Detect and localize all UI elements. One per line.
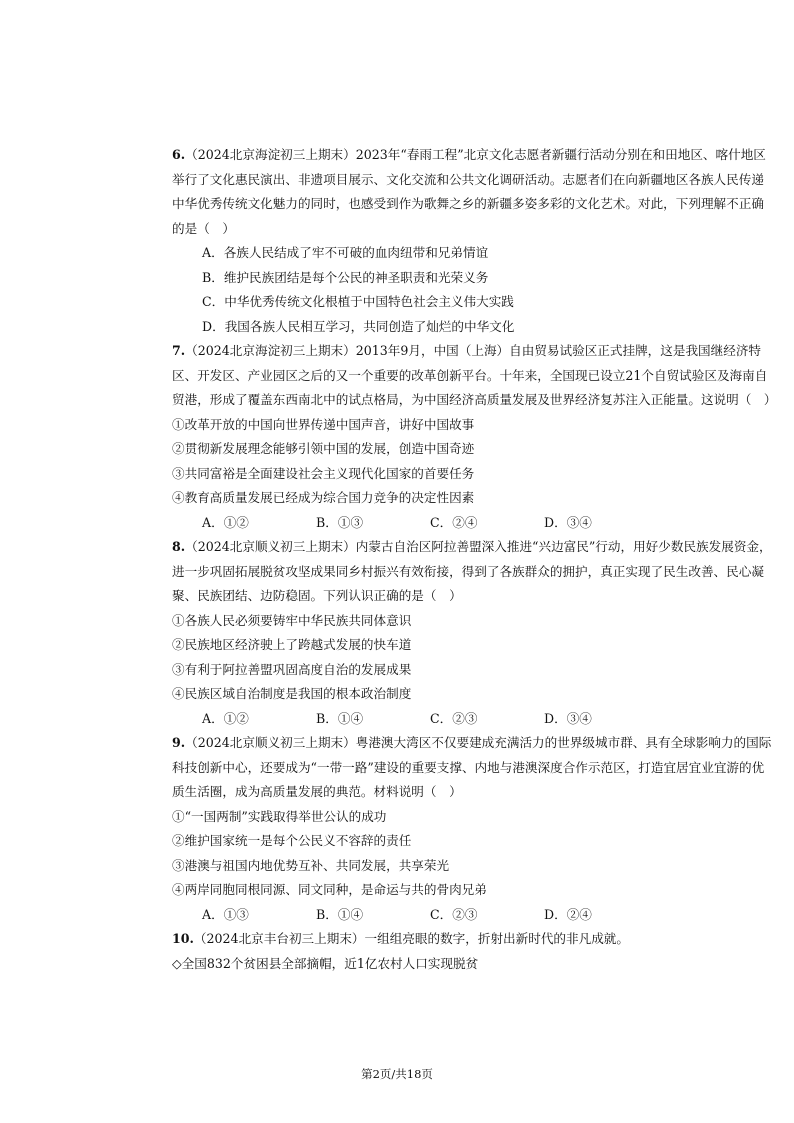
choice: C．②③ <box>430 906 478 922</box>
question-stem: （2024北京顺义初三上期末）粤港澳大湾区不仅要建成充满活力的世界级城市群、具有全球影响力的国际科技创新中心，还要成为“一带一路”建设的重要支撑、内地与港澳深度合作示范区，打造宜居宜业宜游的优质生活圈，成为高质量发展的典范。材料说明（ ） <box>172 735 772 799</box>
question-number: 7. <box>172 343 186 358</box>
question-stem: （2024北京顺义初三上期末）内蒙古自治区阿拉善盟深入推进“兴边富民”行动，用好少数民族发展资金，进一步巩固拓展脱贫攻坚成果同乡村振兴有效衔接，得到了各族群众的拥护，真正实现了民生改善、民心凝聚、民族团结、边防稳固。下列认识正确的是（ ） <box>172 539 772 603</box>
choice: A．①③ <box>202 906 249 922</box>
choice: D．③④ <box>544 514 592 530</box>
statement: ②民族地区经济驶上了跨越式发展的快车道 <box>172 637 412 652</box>
statement: ③共同富裕是全面建设社会主义现代化国家的首要任务 <box>172 465 475 481</box>
choice: A．①② <box>202 514 249 530</box>
statement: ③有利于阿拉善盟巩固高度自治的发展成果 <box>172 661 412 677</box>
statement: ④两岸同胞同根同源、同文同种，是命运与共的骨肉兄弟 <box>172 882 487 897</box>
question-10 <box>172 927 772 976</box>
choice: D．③④ <box>544 710 592 726</box>
question-stem: （2024北京海淀初三上期末）2023年“春雨工程”北京文化志愿者新疆行活动分别在和田地区、喀什地区举行了文化惠民演出、非遗项目展示、文化交流和公共文化调研活动。志愿者们在向新疆地区各族人民传递中华优秀传统文化魅力的同时，也感受到作为歌舞之乡的新疆多姿多彩的文化艺术。对此，下列理解不正确的是（ ） <box>172 147 766 236</box>
option: D．我国各族人民相互学习，共同创造了灿烂的中华文化 <box>202 318 515 334</box>
choices-row <box>172 511 772 536</box>
choice: C．②④ <box>430 514 478 530</box>
question-7 <box>172 339 777 535</box>
choice: B．①③ <box>316 514 364 530</box>
statement: ④教育高质量发展已经成为综合国力竞争的决定性因素 <box>172 490 475 505</box>
choices-row <box>172 707 772 732</box>
page-footer: 第2页/共18页 <box>361 1067 433 1081</box>
question-stem: （2024北京海淀初三上期末）2013年9月，中国（上海）自由贸易试验区正式挂牌，这是我国继经济特区、开发区、产业园区之后的又一个重要的改革创新平台。十年来，全国现已设立21个自贸试验区及海南自贸港，形成了覆盖东西南北中的试点格局，为中国经济高质量发展及世界经济复苏注入正能量。这说明（ ） <box>172 343 777 407</box>
question-9 <box>172 731 772 927</box>
statement: ①改革开放的中国向世界传递中国声音，讲好中国故事 <box>172 416 475 432</box>
statement: ①各族人民必须要铸牢中华民族共同体意识 <box>172 612 412 628</box>
choice: B．①④ <box>316 710 364 726</box>
choice: C．②③ <box>430 710 478 726</box>
statement: ②贯彻新发展理念能够引领中国的发展，创造中国奇迹 <box>172 441 475 456</box>
choices-row <box>172 903 772 928</box>
choice: A．①② <box>202 710 249 726</box>
question-number: 6. <box>172 147 186 162</box>
question-stem: （2024北京丰台初三上期末）一组组亮眼的数字，折射出新时代的非凡成就。 <box>193 931 629 946</box>
statement: ④民族区域自治制度是我国的根本政治制度 <box>172 686 412 701</box>
option: B．维护民族团结是每个公民的神圣职责和光荣义务 <box>202 269 489 285</box>
question-6 <box>172 143 772 339</box>
choice: D．②④ <box>544 906 592 922</box>
document-page <box>172 143 777 976</box>
choice: B．①④ <box>316 906 364 922</box>
option: A．各族人民结成了牢不可破的血肉纽带和兄弟情谊 <box>202 245 489 260</box>
question-number: 8. <box>172 539 186 554</box>
statement: ①“一国两制”实践取得举世公认的成功 <box>172 808 387 824</box>
statement: ②维护国家统一是每个公民义不容辞的责任 <box>172 833 412 848</box>
statement: ③港澳与祖国内地优势互补、共同发展，共享荣光 <box>172 857 450 873</box>
question-number: 9. <box>172 735 186 750</box>
statement: ◇全国832个贫困县全部摘帽，近1亿农村人口实现脱贫 <box>172 955 479 971</box>
question-number: 10. <box>172 931 194 946</box>
option: C．中华优秀传统文化根植于中国特色社会主义伟大实践 <box>202 294 514 309</box>
question-8 <box>172 535 772 731</box>
